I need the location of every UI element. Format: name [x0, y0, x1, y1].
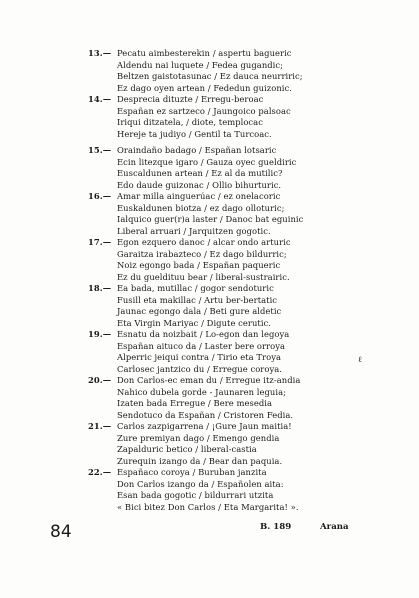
- verse-text: Egon ezquero danoc / alcar ondo arturic: [117, 237, 291, 247]
- page-number: 84: [50, 522, 72, 542]
- verse-text: Beltzen gaistotasunac / Ez dauca neurriric;: [117, 71, 303, 81]
- verse-line: [88, 295, 398, 307]
- verse-text: Zurequin izango da / Bear dan paquia.: [117, 455, 283, 466]
- verse-line: [88, 237, 398, 249]
- stanza-number: 14.—: [88, 94, 112, 104]
- verse-text: Ez du gueldituu bear / liberal-sustrairic.: [117, 271, 290, 282]
- verse-line: [88, 203, 398, 215]
- verse-line: [88, 421, 398, 433]
- verse-text: Zure premiyan dago / Emengo gendia: [117, 432, 280, 443]
- verse-text: Noiz egongo bada / Españan paqueric: [117, 260, 281, 270]
- verse-line: [88, 444, 398, 456]
- verse-line: [88, 129, 398, 141]
- stanza: [88, 94, 398, 140]
- verse-line: [88, 329, 398, 341]
- stanza-number: 17.—: [88, 237, 112, 247]
- verse-line: [88, 157, 398, 169]
- verse-text: Ea bada, mutillac / gogor sendoturic: [117, 283, 274, 293]
- author-name: Arana: [320, 522, 349, 532]
- verse-line: [88, 60, 398, 72]
- stanza: [88, 421, 398, 467]
- verse-line: [88, 71, 398, 83]
- verse-text: Desprecia dituzte / Erregu-beroac: [117, 94, 264, 104]
- verse-text: Liberal arruari / Jarquitzen gogotic.: [117, 225, 271, 236]
- stanza-number: 15.—: [88, 145, 112, 155]
- verse-line: [88, 433, 398, 445]
- stanza: [88, 48, 398, 94]
- verse-text: Izaten bada Erregue / Bere mesedia: [117, 398, 273, 408]
- verse-text: Eta Virgin Mariyac / Digute cerutic.: [117, 317, 271, 328]
- verse-text: Ez dago oyen artean / Fededun guizonic.: [117, 82, 292, 93]
- verse-text: Euscaldunen artean / Ez al da mutilic?: [117, 168, 283, 178]
- verse-text: Jaunac egongo dala / Beti gure aldetic: [117, 306, 282, 316]
- stanza: [88, 237, 398, 283]
- verse-line: [88, 375, 398, 387]
- verse-line: [88, 117, 398, 129]
- verse-line: [88, 502, 398, 514]
- verse-line: [88, 180, 398, 192]
- verse-line: [88, 94, 398, 106]
- stanza: [88, 329, 398, 375]
- verse-line: [88, 352, 398, 364]
- verse-text: Iriqui ditzatela, / diote, templocac: [117, 117, 263, 127]
- verse-line: [88, 387, 398, 399]
- verse-text: Edo daude guizonac / Ollio bihurturic.: [117, 179, 282, 190]
- verse-line: [88, 214, 398, 226]
- verse-text: Amar milla ainguerúac / ez onelacoric: [117, 191, 281, 201]
- verse-text: Nahico dubela gorde - Jaunaren leguia;: [117, 386, 287, 397]
- stanza: [88, 191, 398, 237]
- verse-line: [88, 410, 398, 422]
- verse-line: [88, 479, 398, 491]
- verse-text: Ecin litezque igaro / Gauza oyec gueldiric: [117, 156, 297, 167]
- verse-text: Pecatu aimbesterekin / aspertu bagueric: [117, 48, 292, 58]
- verse-line: [88, 318, 398, 330]
- verse-line: [88, 145, 398, 157]
- verse-text: Hereje ta judiyo / Gentil ta Turcoac.: [117, 128, 272, 139]
- verse-line: [88, 106, 398, 118]
- verse-line: [88, 168, 398, 180]
- source-reference: B. 189: [260, 522, 292, 532]
- stanza-number: 13.—: [88, 48, 112, 58]
- stanza-number: 16.—: [88, 191, 112, 201]
- verse-text: « Bici bitez Don Carlos / Eta Margarita! ».: [117, 501, 299, 512]
- verse-text: Don Carlos-ec eman du / Erregue itz-andia: [117, 375, 301, 385]
- verse-line: [88, 283, 398, 295]
- verse-text: Euskaldunen biotza / ez dago olloturic;: [117, 202, 285, 213]
- verse-line: [88, 490, 398, 502]
- verse-text: Españaco coroya / Buruban janzita: [117, 467, 267, 477]
- stanza-number: 18.—: [88, 283, 112, 293]
- verse-line: [88, 306, 398, 318]
- stanza: [88, 283, 398, 329]
- verse-text: Esan bada gogotic / bildurrari utzita: [117, 490, 274, 500]
- verse-line: [88, 48, 398, 60]
- verse-text: Aldendu nai luquete / Fedea gugandic;: [117, 59, 284, 70]
- verse-text: Alperric jeiqui contra / Tirio eta Troya: [117, 352, 282, 362]
- verse-text: Fusill eta makillac / Artu ber-bertatic: [117, 294, 278, 305]
- verse-text: Ialquico guer(r)a laster / Danoc bat eguinic: [117, 214, 304, 224]
- verse-line: [88, 83, 398, 95]
- stanza: [88, 375, 398, 421]
- stanza-number: 21.—: [88, 421, 112, 431]
- verse-line: [88, 272, 398, 284]
- verse-line: [88, 467, 398, 479]
- verse-line: [88, 260, 398, 272]
- verse-text: Garaitza irabazteco / Ez dago bildurric;: [117, 248, 287, 259]
- stanza-number: 20.—: [88, 375, 112, 385]
- verse-text: Oraindaño badago / Españan lotsaric: [117, 145, 277, 155]
- verse-line: [88, 456, 398, 468]
- verse-text: Sendotuco da Españan / Cristoren Fedia.: [117, 409, 294, 420]
- verse-text: Carlosec jantzico du / Erregue coroya.: [117, 363, 282, 374]
- stanza-number: 22.—: [88, 467, 112, 477]
- verse-text: Esnatu da noizbait / Lo-egon dan legoya: [117, 329, 290, 339]
- verse-text: Españan aituco da / Laster bere orroya: [117, 340, 286, 351]
- verse-line: [88, 364, 398, 376]
- verse-text: Don Carlos izango da / Españolen aita:: [117, 478, 284, 489]
- stanza-number: 19.—: [88, 329, 112, 339]
- verse-line: [88, 398, 398, 410]
- verse-text: Españan ez sartzeco / Jaungoico palsoac: [117, 105, 291, 116]
- stanza: [88, 467, 398, 513]
- verse-line: [88, 226, 398, 238]
- verse-text: Carlos zazpigarrena / ¡Gure Jaun maitia!: [117, 421, 292, 431]
- verse-line: [88, 341, 398, 353]
- verse-line: [88, 191, 398, 203]
- stanza: [88, 145, 398, 191]
- verse-text: Zapalduric betico / liberal-castia: [117, 444, 257, 454]
- verse-line: [88, 249, 398, 261]
- stray-mark: ℓ: [358, 355, 362, 364]
